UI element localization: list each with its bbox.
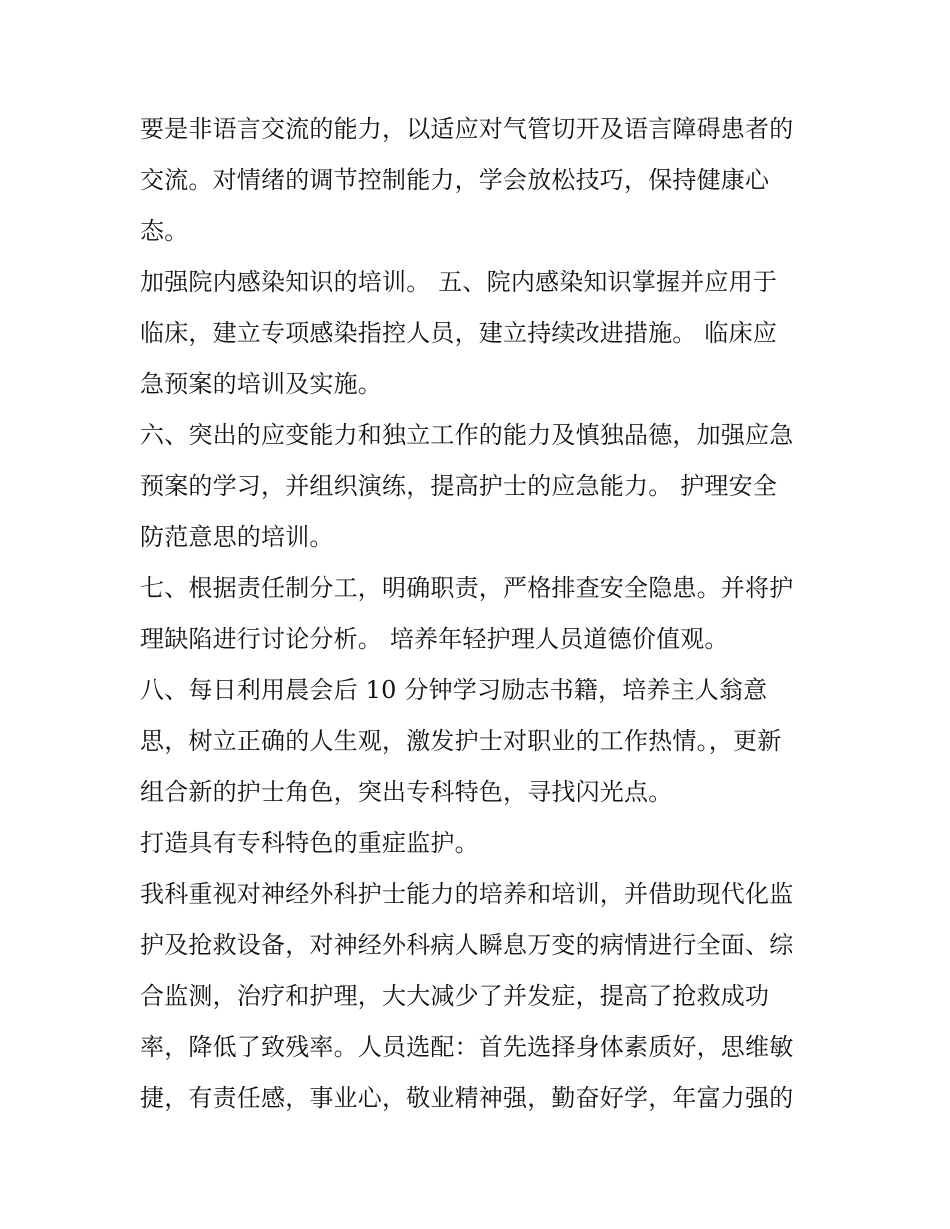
text-line: 合监测，治疗和护理，大大减少了并发症，提高了抢救成功 <box>140 982 770 1010</box>
text-line: 组合新的护士角色，突出专科特色，寻找闪光点。 <box>140 778 673 806</box>
text-line: 理缺陷进行讨论分析。 培养年轻护理人员道德价值观。 <box>140 625 729 653</box>
text-line: 交流。对情绪的调节控制能力，学会放松技巧，保持健康心 <box>140 166 770 194</box>
text-line: 防范意思的培训。 <box>140 523 334 551</box>
document-body <box>140 104 820 1124</box>
text-line: 临床，建立专项感染指控人员，建立持续改进措施。 临床应 <box>140 319 778 347</box>
text-line: 捷，有责任感，事业心，敬业精神强，勤奋好学，年富力强的 <box>140 1084 794 1112</box>
text-line: 急预案的培训及实施。 <box>140 370 382 398</box>
text-line: 护及抢救设备，对神经外科病人瞬息万变的病情进行全面、综 <box>140 931 794 959</box>
text-line: 加强院内感染知识的培训。 五、院内感染知识掌握并应用于 <box>140 268 778 296</box>
text-line: 态。 <box>140 217 189 245</box>
text-line: 预案的学习，并组织演练，提高护士的应急能力。 护理安全 <box>140 472 778 500</box>
text-line: 六、突出的应变能力和独立工作的能力及慎独品德，加强应急 <box>140 421 794 449</box>
text-line: 打造具有专科特色的重症监护。 <box>140 829 479 857</box>
text-line: 率，降低了致残率。人员选配：首先选择身体素质好，思维敏 <box>140 1033 794 1061</box>
text-line: 我科重视对神经外科护士能力的培养和培训，并借助现代化监 <box>140 880 794 908</box>
text-line: 要是非语言交流的能力，以适应对气管切开及语言障碍患者的 <box>140 115 794 143</box>
text-line: 思，树立正确的人生观，激发护士对职业的工作热情。，更新 <box>140 727 782 755</box>
text-line: 七、根据责任制分工，明确职责，严格排查安全隐患。并将护 <box>140 574 794 602</box>
text-line: 八、每日利用晨会后 10 分钟学习励志书籍，培养主人翁意 <box>140 676 768 704</box>
